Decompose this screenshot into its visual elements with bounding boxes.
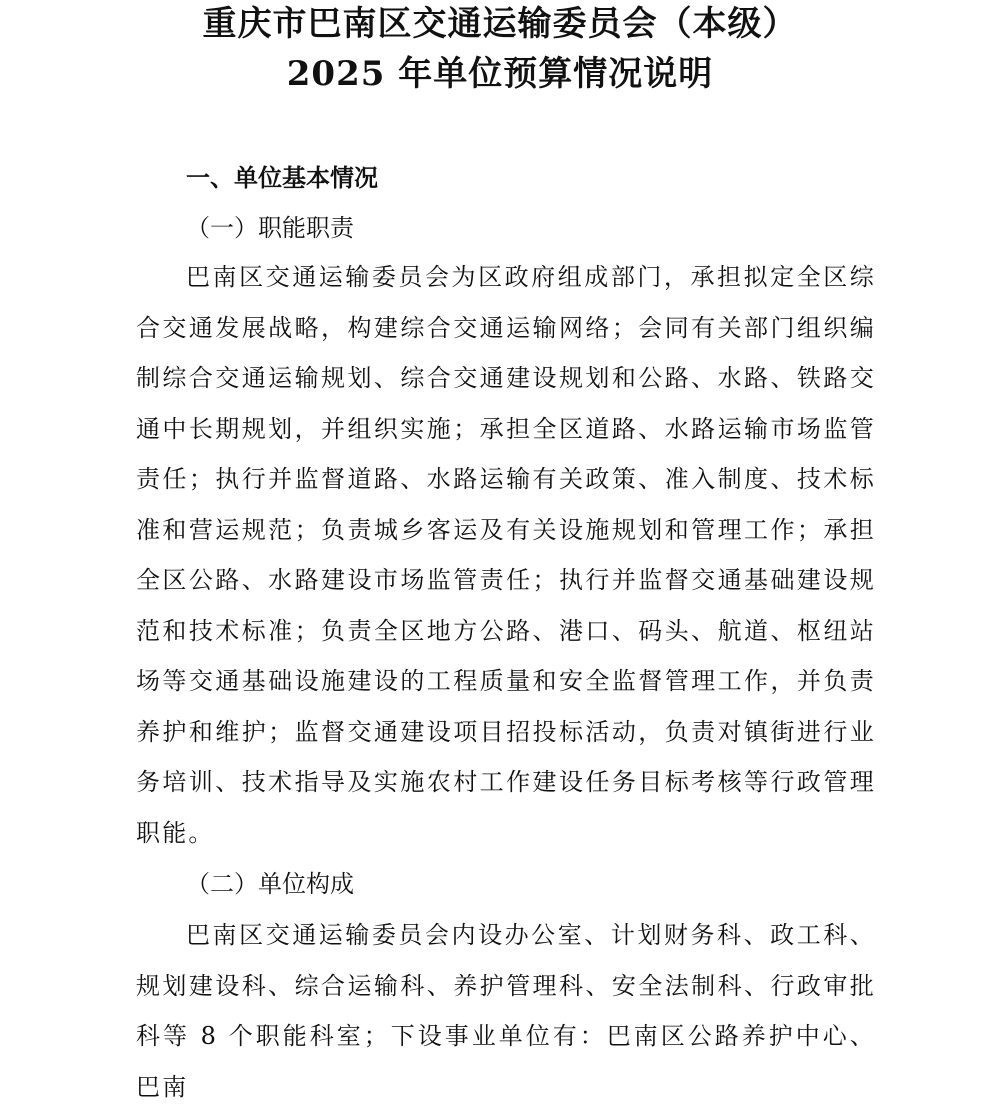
composition-paragraph: 巴南区交通运输委员会内设办公室、计划财务科、政工科、规划建设科、综合运输科、养护管理科、安全法制科、行政审批科等 8 个职能科室；下设事业单位有：巴南区公路养护中心、巴南 (136, 921, 876, 1101)
section-heading-basic-info: 一、单位基本情况 (186, 164, 378, 192)
document-title-line2: 2025 年单位预算情况说明 (286, 54, 714, 94)
document-title-line1: 重庆市巴南区交通运输委员会（本级） (202, 4, 798, 44)
subsection-heading-functions: （一）职能职责 (186, 214, 354, 242)
subsection-heading-composition: （二）单位构成 (186, 870, 354, 898)
functions-paragraph: 巴南区交通运输委员会为区政府组成部门，承担拟定全区综合交通发展战略，构建综合交通运输网络；会同有关部门组织编制综合交通运输规划、综合交通建设规划和公路、水路、铁路交通中长期规划，并组织实施；承担全区道路、水路运输市场监管责任；执行并监督道路、水路运输有关政策、准入制度、技术标准和营运规范；负责城乡客运及有关设施规划和管理工作；承担全区公路、水路建设市场监管责任；执行并监督交通基础建设规范和技术标准；负责全区地方公路、港口、码头、航道、枢纽站场等交通基础设施建设的工程质量和安全监督管理工作，并负责养护和维护；监督交通建设项目招投标活动，负责对镇街进行业务培训、技术指导及实施农村工作建设任务目标考核等行政管理职能。 (136, 263, 876, 847)
